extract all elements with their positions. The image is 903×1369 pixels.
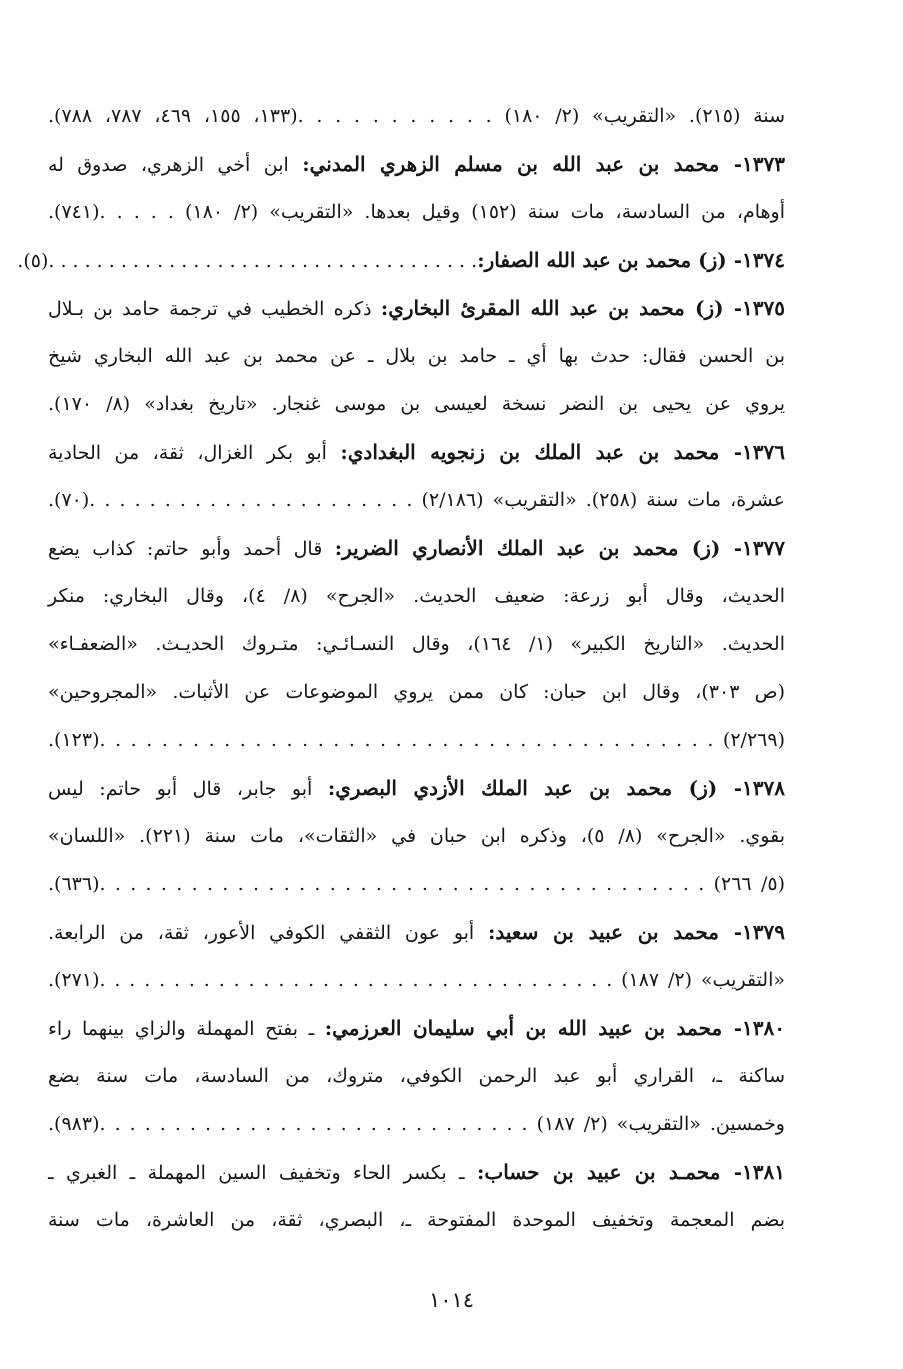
text-line xyxy=(48,908,785,956)
line-text: ـ بفتح المهملة والزاي بينهما راء xyxy=(48,1018,325,1040)
line-text: يروي عن يحيى بن النضر نسخة لعيسى بن موسى غنجار. «تاريخ بغداد» (٨/ ١٧٠). xyxy=(48,393,785,415)
text-line xyxy=(48,188,785,236)
line-text: وخمسين. «التقريب» (٢/ ١٨٧) . . . . . . . . . . . . . . . . . . . . . . . . . . . . .(٩٨٣). xyxy=(48,1113,785,1135)
entry-heading: ١٣٧٣- محمد بن عبد الله بن مسلم الزهري المدني: xyxy=(302,152,785,176)
text-line xyxy=(48,332,785,380)
text-line xyxy=(48,812,785,860)
line-text: الحديث، وقال أبو زرعة: ضعيف الحديث. «الجرح» (٨/ ٤)، وقال البخاري: منكر xyxy=(48,585,785,607)
entry-heading: ١٣٧٨- (ز) محمد بن عبد الملك الأزدي البصري: xyxy=(327,776,786,800)
line-text: قال أحمد وأبو حاتم: كذاب يضع xyxy=(48,538,335,560)
line-text: (٥/ ٢٦٦) . . . . . . . . . . . . . . . . . . . . . . . . . . . . . . . . . . . . . . . .(٦٣٦). xyxy=(48,873,785,895)
line-text: «التقريب» (٢/ ١٨٧) . . . . . . . . . . . . . . . . . . . . . . . . . . . . . . . . . . .(٢٧١). xyxy=(48,969,785,991)
line-text: ذكره الخطيب في ترجمة حامد بن بـلال xyxy=(48,298,381,320)
line-text: أبو بكر الغزال، ثقة، من الحادية xyxy=(48,442,341,464)
text-line xyxy=(48,764,785,812)
line-text: الحديث. «التاريخ الكبير» (١/ ١٦٤)، وقال النسـائـي: متـروك الحديـث. «الضعفـاء» xyxy=(48,633,786,655)
line-text: بقوي. «الجرح» (٨/ ٥)، وذكره ابن حبان في «الثقات»، مات سنة (٢٢١). «اللسان» xyxy=(48,825,785,847)
text-line xyxy=(48,140,785,188)
line-text: ابن أخي الزهري، صدوق له xyxy=(48,154,303,176)
text-line xyxy=(17,236,785,284)
text-line xyxy=(48,1004,785,1052)
page-number: ١٠١٤ xyxy=(428,1288,475,1312)
line-text: عشرة، مات سنة (٢٥٨). «التقريب» (٢/١٨٦) . . . . . . . . . . . . . . . . . . . . . .(٧٠). xyxy=(48,489,785,511)
line-text: ساكنة ـ، القراري أبو عبد الرحمن الكوفي، متروك، من السادسة، مات سنة بضع xyxy=(48,1065,785,1087)
entry-heading: ١٣٧٥- (ز) محمد بن عبد الله المقرئ البخاري: xyxy=(380,296,785,320)
text-line xyxy=(48,1196,785,1244)
text-line xyxy=(48,572,785,620)
text-line xyxy=(48,668,785,716)
text-line xyxy=(48,860,785,908)
text-line xyxy=(48,476,785,524)
entry-heading: ١٣٧٦- محمد بن عبد الملك بن زنجويه البغدادي: xyxy=(340,440,785,464)
text-line xyxy=(48,956,785,1004)
line-text: . . . . . . . . . . . . . . . . . . . . . . . . . . . . . . . . . . . .(٥). xyxy=(17,250,478,272)
line-text: أبو جابر، قال أبو حاتم: ليس xyxy=(48,778,328,800)
line-text: أوهام، من السادسة، مات سنة (١٥٢) وقيل بعدها. «التقريب» (٢/ ١٨٠) . . . . .(٧٤١). xyxy=(48,201,785,223)
line-text: ـ بكسر الحاء وتخفيف السين المهملة ـ الغبري ـ xyxy=(48,1162,478,1184)
text-line xyxy=(48,620,785,668)
text-line xyxy=(48,1148,785,1196)
text-line xyxy=(48,1100,785,1148)
text-line xyxy=(48,716,785,764)
entry-heading: ١٣٨١- محمـد بن عبيد بن حساب: xyxy=(477,1160,785,1184)
line-text: بضم المعجمة وتخفيف الموحدة المفتوحة ـ، البصري، ثقة، من العاشرة، مات سنة xyxy=(48,1209,785,1231)
entry-heading: ١٣٨٠- محمد بن عبيد الله بن أبي سليمان العرزمي: xyxy=(324,1016,786,1040)
entry-heading: ١٣٧٤- (ز) محمد بن عبد الله الصفار: xyxy=(477,248,785,272)
entry-heading: ١٣٧٧- (ز) محمد بن عبد الملك الأنصاري الضرير: xyxy=(334,536,785,560)
line-text: (ص ٣٠٣)، وقال ابن حبان: كان ممن يروي الموضوعات عن الأثبات. «المجروحين» xyxy=(48,681,785,703)
text-line xyxy=(48,524,785,572)
line-text: أبو عون الثقفي الكوفي الأعور، ثقة، من الرابعة. xyxy=(48,922,488,944)
text-line xyxy=(48,92,785,140)
line-text: بن الحسن فقال: حدث بها أي ـ حامد بن بلال ـ عن محمد بن عبد الله البخاري شيخ xyxy=(48,345,785,367)
text-line xyxy=(48,380,785,428)
line-text: سنة (٢١٥). «التقريب» (٢/ ١٨٠) . . . . . . . . . . .(١٣٣، ١٥٥، ٤٦٩، ٧٨٧، ٧٨٨). xyxy=(48,105,786,127)
text-line xyxy=(48,284,785,332)
line-text: (٢/٢٦٩) . . . . . . . . . . . . . . . . . . . . . . . . . . . . . . . . . . . . . . . .(١٢٣). xyxy=(48,729,785,751)
entry-heading: ١٣٧٩- محمد بن عبيد بن سعيد: xyxy=(488,920,785,944)
text-line xyxy=(48,428,785,476)
text-line xyxy=(48,1052,785,1100)
text-block xyxy=(17,92,786,1244)
